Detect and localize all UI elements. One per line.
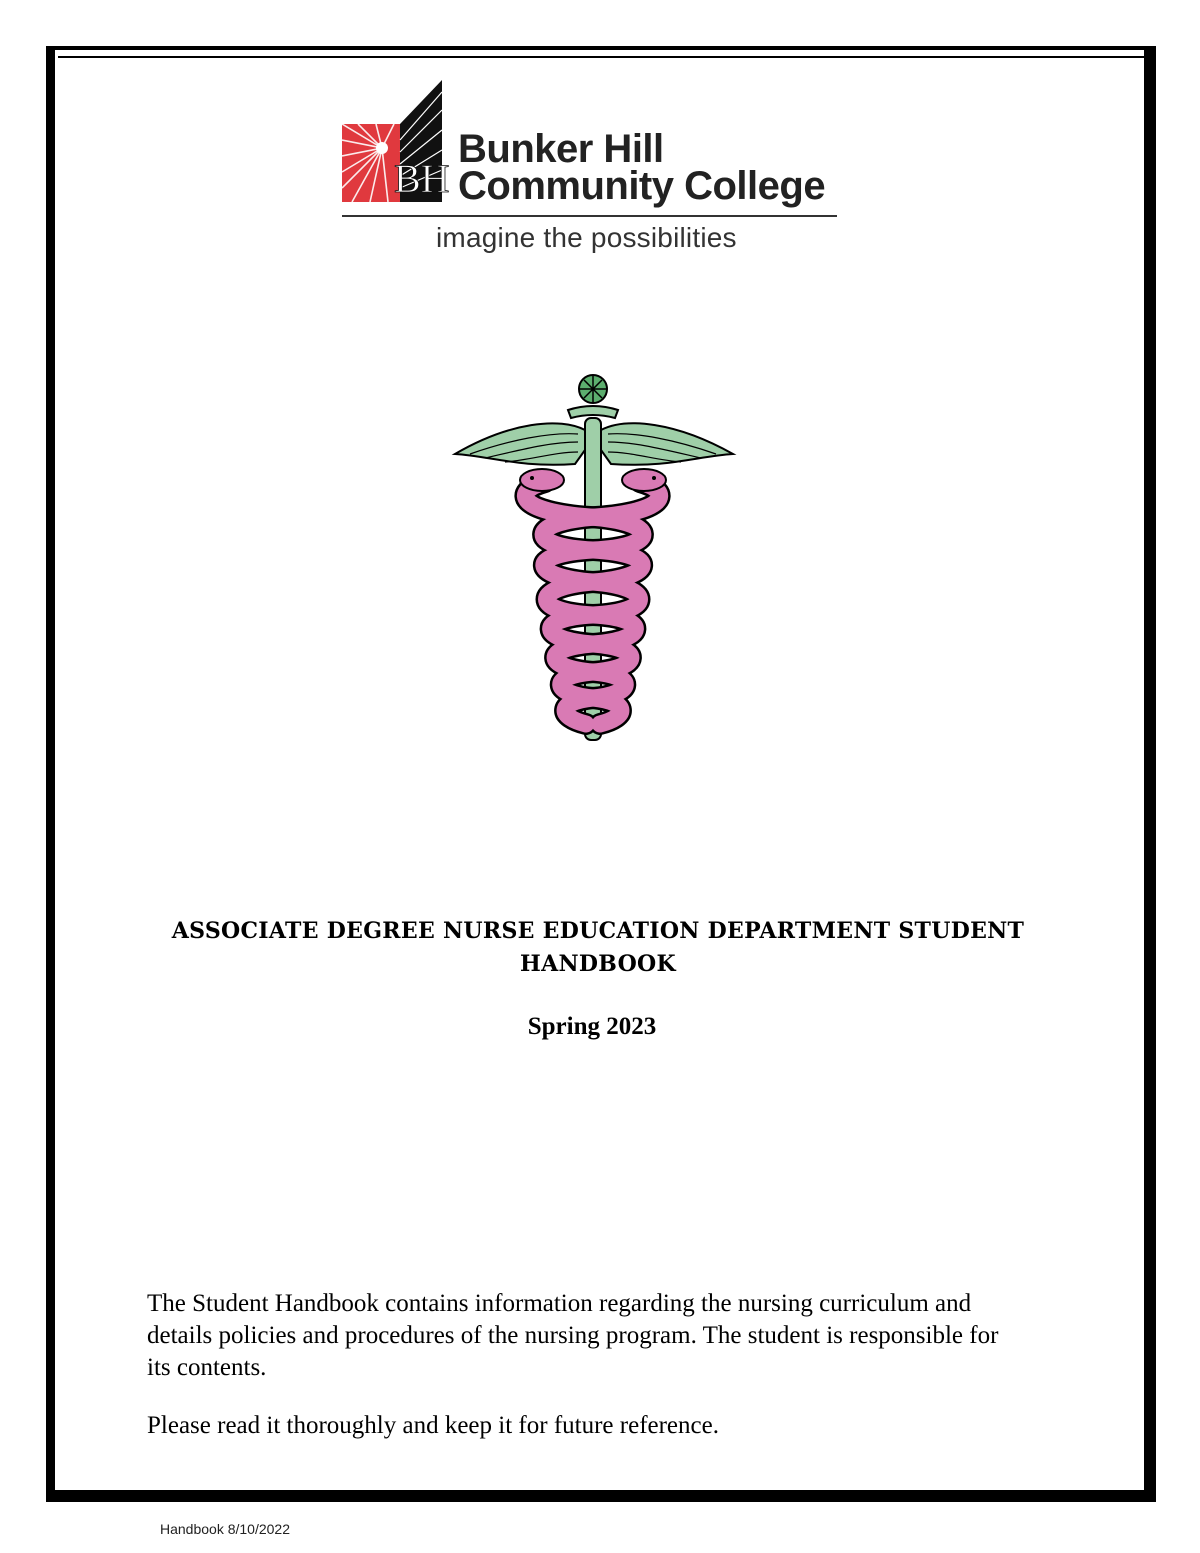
college-logo	[342, 80, 842, 260]
intro-paragraph: The Student Handbook contains information regarding the nursing curriculum and details policies and procedures of the nursing program. The student is responsible for its contents.	[147, 1290, 999, 1381]
handbook-term: Spring 2023	[527, 1013, 657, 1040]
page-border	[46, 46, 1156, 1502]
logo-divider	[342, 215, 837, 217]
college-name-line2: Community College	[458, 164, 826, 208]
college-name-line1: Bunker Hill	[458, 127, 664, 171]
page-border-inner-line	[58, 56, 1144, 58]
logo-mark-icon	[342, 80, 454, 204]
caduceus-icon	[450, 372, 740, 744]
college-tagline: imagine the possibilities	[436, 222, 737, 253]
logo-monogram: BH	[394, 156, 450, 201]
instruction-paragraph: Please read it thoroughly and keep it for future reference.	[147, 1412, 719, 1439]
handbook-title: ASSOCIATE DEGREE NURSE EDUCATION DEPARTMENT STUDENT HANDBOOK	[171, 918, 1025, 977]
page-footer: Handbook 8/10/2022	[160, 1521, 290, 1537]
